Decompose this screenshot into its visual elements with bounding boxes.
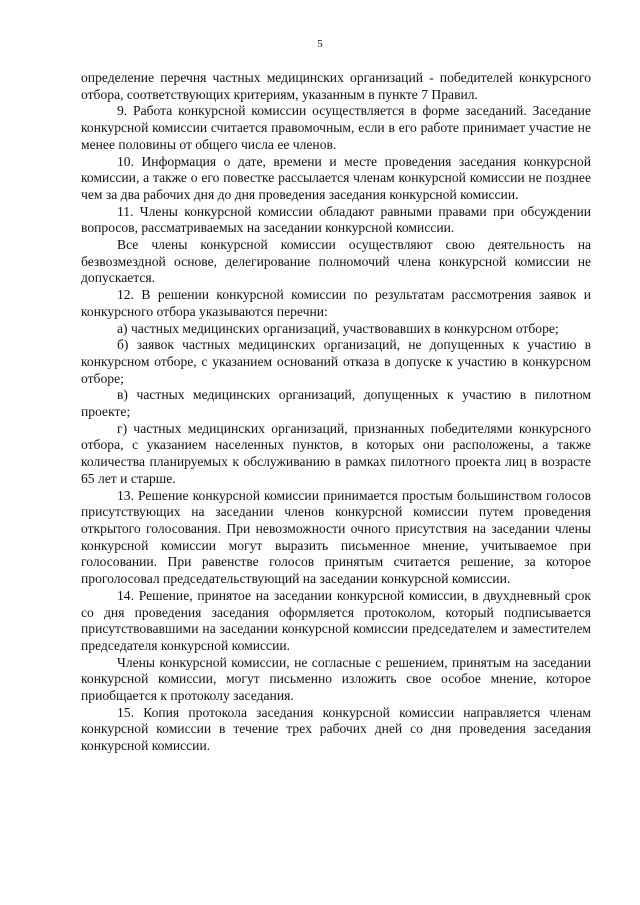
paragraph-item-13: 13. Решение конкурсной комиссии принимается простым большинством голосов присутствующих на заседании членов конкурсной комиссии путем проведения открытого голосования. При невозможности очного присутствия на заседании члены конкурсной комиссии могут выразить письменное мнение, учитываемое при голосовании. При равенстве голосов принятым считается решение, за которое проголосовал председательствующий на заседании конкурсной комиссии. <box>81 487 591 587</box>
paragraph-item-10: 10. Информация о дате, времени и месте проведения заседания конкурсной комиссии, а также о его повестке рассылается членам конкурсной комиссии не позднее чем за два рабочих дня до дня проведения заседания конкурсной комиссии. <box>81 153 591 202</box>
paragraph-item-15: 15. Копия протокола заседания конкурсной комиссии направляется членам конкурсной комиссии в течение трех рабочих дней со дня проведения заседания конкурсной комиссии. <box>81 704 591 754</box>
paragraph-item-12-g: г) частных медицинских организаций, признанных победителями конкурсного отбора, с указанием населенных пунктов, в которых они расположены, а также количества планируемых к обслуживанию в рамках пилотного проекта лиц в возрасте 65 лет и старше. <box>81 420 591 486</box>
paragraph-item-12-b: б) заявок частных медицинских организаций, не допущенных к участию в конкурсном отборе, с указанием оснований отказа в допуске к участию в конкурсном отборе; <box>81 337 591 386</box>
paragraph-item-14: 14. Решение, принятое на заседании конкурсной комиссии, в двухдневный срок со дня проведения заседания оформляется протоколом, который подписывается присутствовавшими на заседании конкурсной комиссии председателем и заместителем председателя конкурсной комиссии. <box>81 587 591 653</box>
paragraph-continuation: определение перечня частных медицинских организаций - победителей конкурсного отбора, соответствующих критериям, указанным в пункте 7 Правил. <box>81 70 591 102</box>
paragraph-item-11: 11. Члены конкурсной комиссии обладают равными правами при обсуждении вопросов, рассматриваемых на заседании конкурсной комиссии. <box>81 203 591 236</box>
paragraph-item-9: 9. Работа конкурсной комиссии осуществляется в форме заседаний. Заседание конкурсной комиссии считается правомочным, если в его работе принимает участие не менее половины от общего числа ее членов. <box>81 103 591 152</box>
document-body <box>81 70 591 755</box>
paragraph-item-12-v: в) частных медицинских организаций, допущенных к участию в пилотном проекте; <box>81 387 591 420</box>
paragraph-item-11-note: Все члены конкурсной комиссии осуществляют свою деятельность на безвозмездной основе, делегирование полномочий члена конкурсной комиссии не допускается. <box>81 237 591 286</box>
paragraph-item-12-a: а) частных медицинских организаций, участвовавших в конкурсном отборе; <box>117 320 559 336</box>
paragraph-item-14-note: Члены конкурсной комиссии, не согласные с решением, принятым на заседании конкурсной комиссии, могут письменно изложить свое особое мнение, которое приобщается к протоколу заседания. <box>81 654 591 704</box>
page-number: 5 <box>317 38 323 50</box>
paragraph-item-12: 12. В решении конкурсной комиссии по результатам рассмотрения заявок и конкурсного отбора указываются перечни: <box>81 287 591 319</box>
